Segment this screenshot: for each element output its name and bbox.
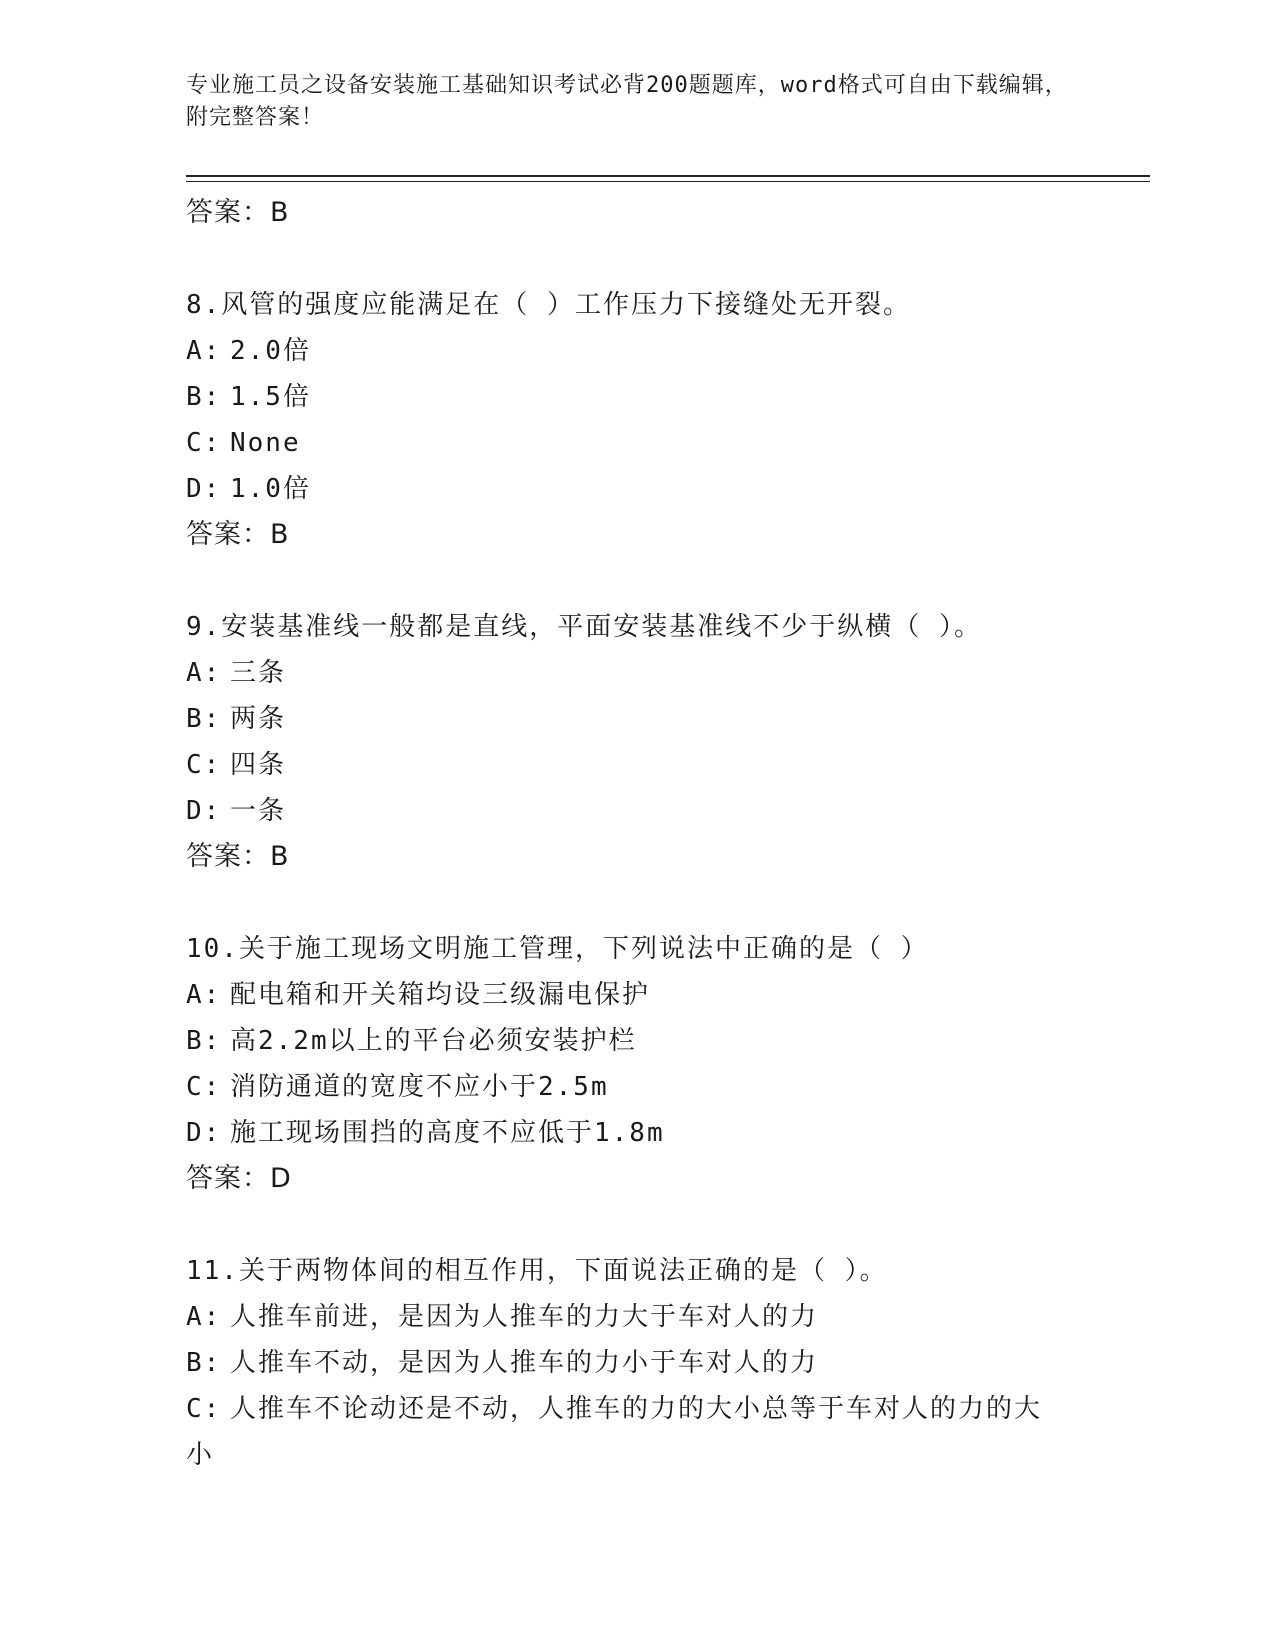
option-label: B: [186,382,222,412]
option-item [186,1386,1086,1432]
answer-line: 答案：B [186,841,290,872]
option-text: 施工现场围挡的高度不应低于1.8m [230,1118,665,1148]
option-label: A: [186,980,222,1010]
option-text: 人推车不动，是因为人推车的力小于车对人的力 [230,1348,819,1378]
question-stem: 11.关于两物体间的相互作用，下面说法正确的是（ ）。 [186,1256,888,1286]
option-item [186,328,1086,374]
option-label: C: [186,1072,222,1102]
header-divider-thick [186,175,1150,177]
option-item [186,1110,1086,1156]
option-text: 人推车不论动还是不动，人推车的力的大小总等于车对人的力的大 [230,1394,1043,1424]
option-item [186,1018,1086,1064]
option-item [186,696,1086,742]
option-text: 一条 [230,796,287,826]
question-stem: 8.风管的强度应能满足在（ ）工作压力下接缝处无开裂。 [186,290,911,320]
question-block [186,604,1086,880]
option-item [186,1340,1086,1386]
option-text: 1.5倍 [230,382,311,412]
option-text: None [230,428,301,458]
option-text: 小 [186,1440,215,1470]
question-block [186,282,1086,558]
option-item [186,1294,1086,1340]
header-divider-thin [186,181,1150,182]
option-label: B: [186,1026,222,1056]
option-label: D: [186,474,222,504]
option-label: A: [186,658,222,688]
option-label: C: [186,428,222,458]
option-item [186,420,1086,466]
question-stem: 10.关于施工现场文明施工管理，下列说法中正确的是（ ） [186,934,929,964]
spacer [186,1202,1086,1248]
option-text: 消防通道的宽度不应小于2.5m [230,1072,609,1102]
option-label: B: [186,704,222,734]
option-text: 两条 [230,704,287,734]
question-block [186,926,1086,1202]
question-stem: 9.安装基准线一般都是直线，平面安装基准线不少于纵横（ ）。 [186,612,982,642]
option-text: 高2.2m以上的平台必须安装护栏 [230,1026,637,1056]
option-item [186,1064,1086,1110]
option-item [186,972,1086,1018]
spacer [186,880,1086,926]
option-item [186,374,1086,420]
option-label: A: [186,336,222,366]
option-item [186,788,1086,834]
option-label: D: [186,1118,222,1148]
option-text: 2.0倍 [230,336,311,366]
spacer [186,558,1086,604]
option-item [186,466,1086,512]
option-label: D: [186,796,222,826]
option-label: B: [186,1348,222,1378]
answer-line: 答案：D [186,1163,292,1194]
option-text: 三条 [230,658,287,688]
option-text: 四条 [230,750,287,780]
answer-line: 答案：B [186,519,290,550]
option-item [186,742,1086,788]
question-block [186,1248,1086,1478]
answer-line: 答案：B [186,197,290,228]
option-continuation [186,1432,1086,1478]
option-label: C: [186,1394,222,1424]
option-label: A: [186,1302,222,1332]
option-item [186,650,1086,696]
option-text: 1.0倍 [230,474,311,504]
option-text: 配电箱和开关箱均设三级漏电保护 [230,980,651,1010]
document-header: 专业施工员之设备安装施工基础知识考试必背200题题库，word格式可自由下载编辑，附完整答案！ [186,73,1068,130]
option-label: C: [186,750,222,780]
spacer [186,236,1086,282]
document-body [186,190,1086,1478]
option-text: 人推车前进，是因为人推车的力大于车对人的力 [230,1302,819,1332]
